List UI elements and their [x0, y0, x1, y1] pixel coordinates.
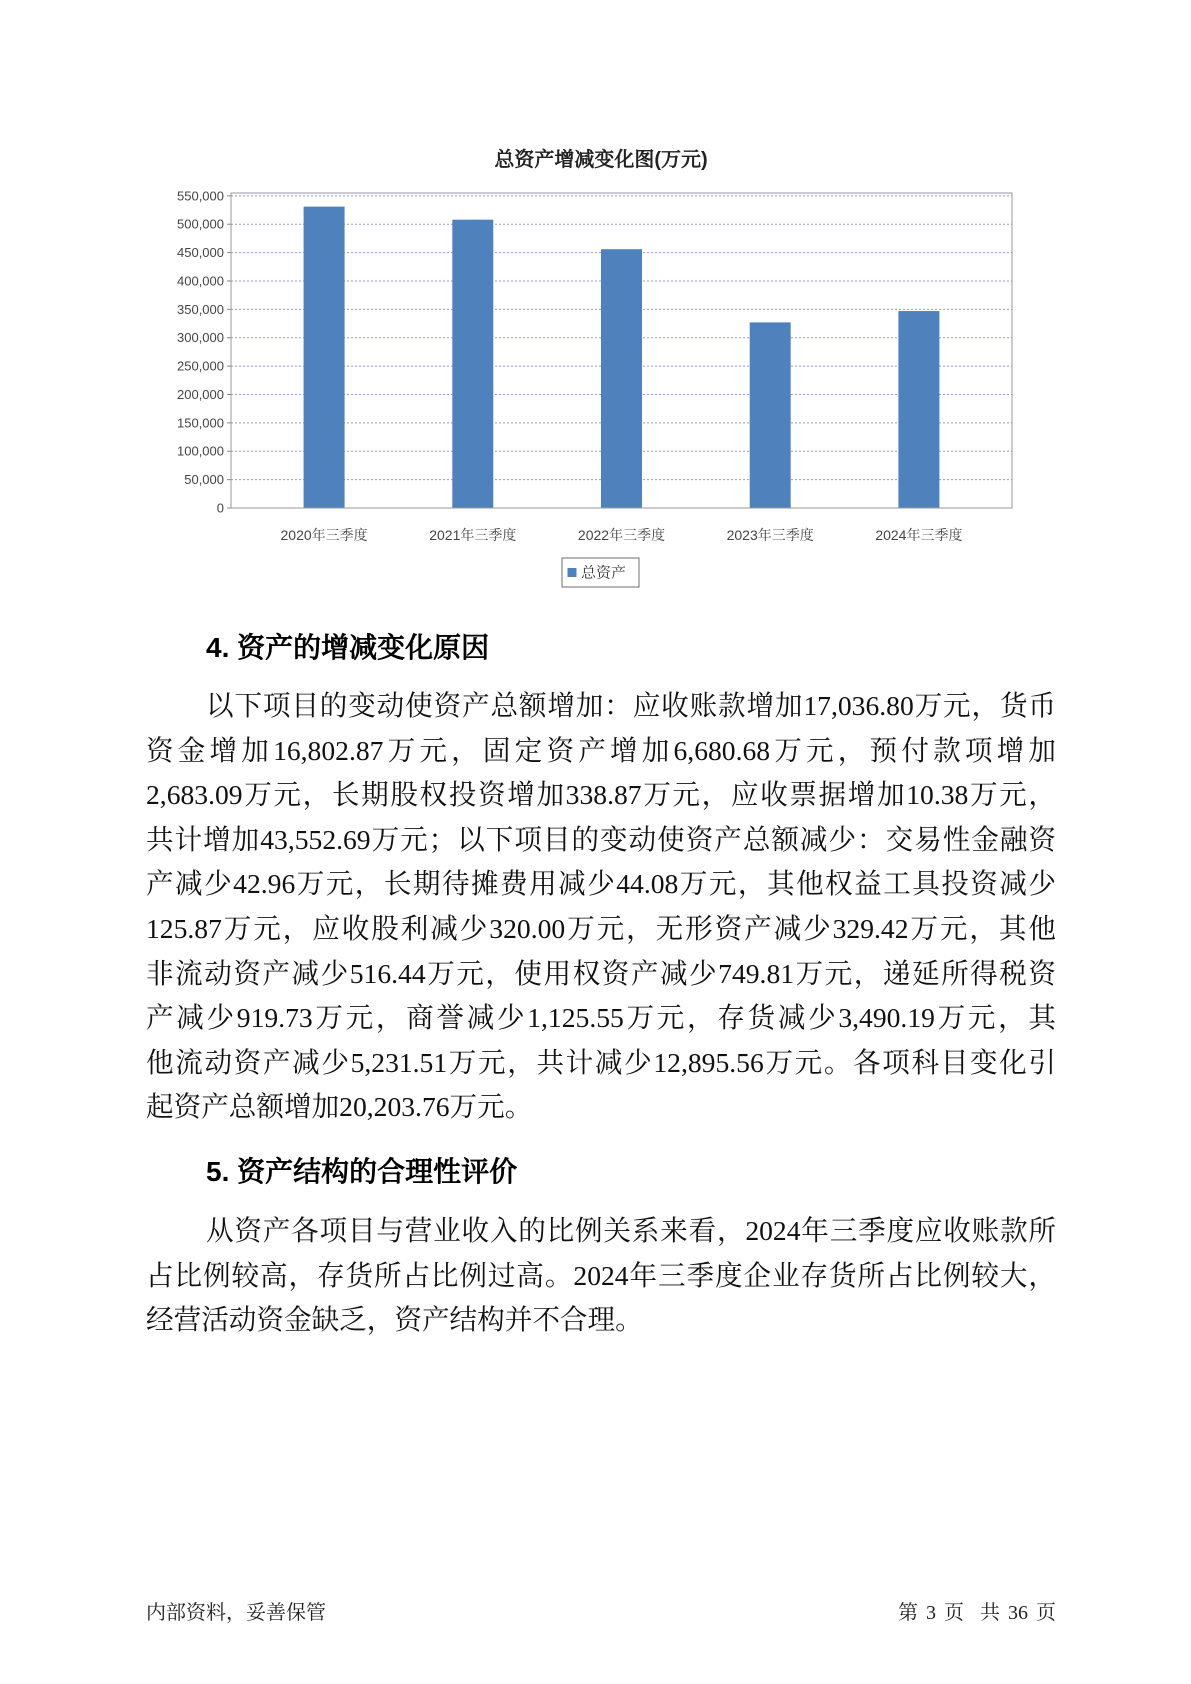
chart-title: 总资产增减变化图(万元) [494, 149, 708, 171]
paragraph-line: 他流动资产减少5,231.51万元，共计减少12,895.56万元。各项科目变化引 [146, 1046, 1056, 1078]
legend-label: 总资产 [581, 564, 627, 582]
y-tick-label: 100,000 [177, 443, 224, 459]
y-tick-label: 200,000 [177, 386, 224, 402]
chart-bar [601, 249, 642, 508]
paragraph-line: 共计增加43,552.69万元；以下项目的变动使资产总额减少：交易性金融资 [146, 823, 1056, 855]
paragraph-line: 产减少919.73万元，商誉减少1,125.55万元，存货减少3,490.19万元，其 [146, 1002, 1056, 1034]
section-5 [146, 1152, 1056, 1343]
section-5-paragraph [146, 1209, 1056, 1343]
section-5-heading: 5. 资产结构的合理性评价 [206, 1155, 518, 1187]
chart-bar [452, 220, 493, 508]
x-tick-label: 2021年三季度 [429, 527, 517, 543]
footer-page-number: 第 3 页 共 36 页 [898, 1602, 1056, 1624]
text-area [146, 628, 1056, 1343]
legend [562, 558, 639, 587]
y-tick-label: 50,000 [184, 472, 224, 488]
x-tick-label: 2023年三季度 [726, 527, 814, 543]
paragraph-line: 占比例较高，存货所占比例过高。2024年三季度企业存货所占比例较大， [146, 1259, 1056, 1291]
chart-bar [750, 322, 791, 508]
x-tick-label: 2020年三季度 [280, 527, 368, 543]
paragraph-line: 以下项目的变动使资产总额增加：应收账款增加17,036.80万元，货币 [206, 690, 1056, 721]
paragraph-line: 经营活动资金缺乏，资产结构并不合理。 [146, 1304, 643, 1336]
footer-confidential-note: 内部资料，妥善保管 [146, 1602, 326, 1624]
section-4-heading: 4. 资产的增减变化原因 [206, 632, 490, 663]
y-tick-label: 0 [216, 500, 224, 516]
total-assets-chart [0, 0, 1191, 600]
y-tick-label: 550,000 [177, 188, 224, 204]
section-4 [146, 628, 1056, 1130]
legend-swatch [568, 568, 577, 577]
y-tick-label: 350,000 [177, 301, 224, 317]
section-4-paragraph [146, 684, 1056, 1130]
y-tick-label: 400,000 [177, 273, 224, 289]
y-tick-label: 250,000 [177, 358, 224, 374]
paragraph-line: 起资产总额增加20,203.76万元。 [146, 1091, 533, 1123]
x-tick-label: 2024年三季度 [875, 527, 963, 543]
x-tick-label: 2022年三季度 [577, 527, 666, 543]
y-tick-label: 500,000 [177, 216, 224, 232]
paragraph-line: 从资产各项目与营业收入的比例关系来看，2024年三季度应收账款所 [206, 1214, 1056, 1246]
y-tick-label: 450,000 [177, 245, 224, 261]
y-tick-label: 150,000 [177, 415, 224, 431]
chart-bar [304, 207, 345, 508]
paragraph-line: 125.87万元，应收股利减少320.00万元，无形资产减少329.42万元，其他 [146, 912, 1056, 944]
chart-bar [898, 311, 939, 508]
paragraph-line: 产减少42.96万元，长期待摊费用减少44.08万元，其他权益工具投资减少 [146, 868, 1056, 900]
paragraph-line: 资金增加16,802.87万元，固定资产增加6,680.68万元，预付款项增加 [146, 734, 1056, 766]
paragraph-line: 2,683.09万元，长期股权投资增加338.87万元，应收票据增加10.38万元， [146, 779, 1056, 811]
y-tick-label: 300,000 [177, 330, 224, 346]
paragraph-line: 非流动资产减少516.44万元，使用权资产减少749.81万元，递延所得税资 [146, 957, 1056, 989]
